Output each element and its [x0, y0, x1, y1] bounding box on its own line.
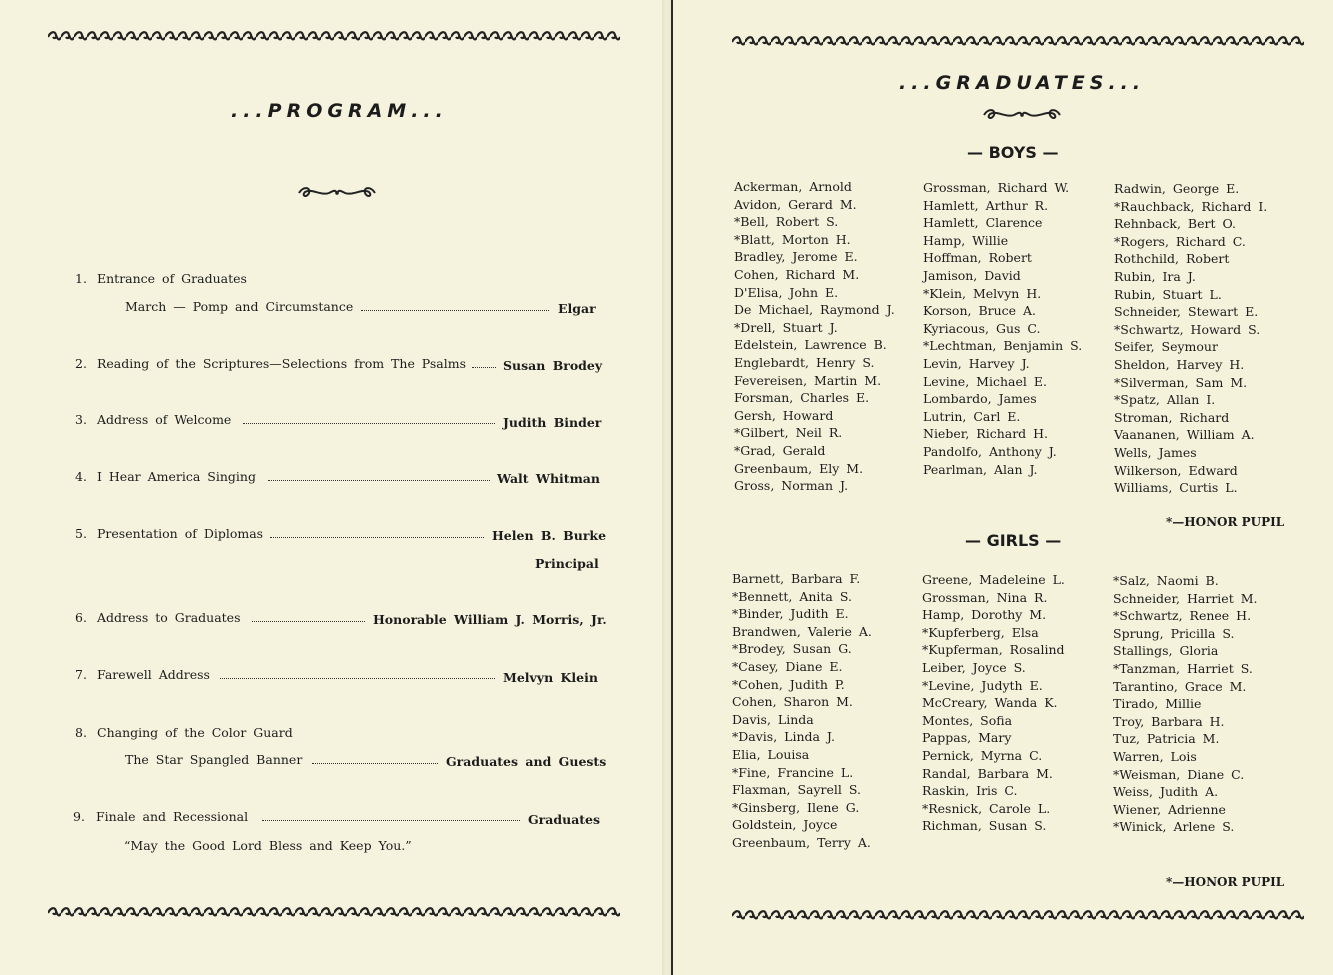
- list-item: Hoffman, Robert: [923, 250, 1032, 266]
- list-item: *Weisman, Diane C.: [1113, 766, 1245, 782]
- program-item-1-performer: Elgar: [558, 301, 596, 316]
- list-item: Nieber, Richard H.: [923, 426, 1049, 442]
- program-item-3-leader: [243, 423, 495, 424]
- list-item: Korson, Bruce A.: [923, 303, 1037, 319]
- list-item: Grossman, Nina R.: [922, 589, 1048, 605]
- list-item: Lombardo, James: [923, 391, 1037, 407]
- program-item-7-title: Farewell Address: [97, 667, 210, 682]
- program-item-1-sub: March — Pomp and Circumstance: [125, 299, 354, 314]
- list-item: *Winick, Arlene S.: [1113, 819, 1235, 835]
- list-item: Radwin, George E.: [1114, 181, 1240, 196]
- program-item-3-title: Address of Welcome: [97, 412, 232, 427]
- program-item-4-number: 4.: [75, 469, 87, 484]
- spine-fold-line: [671, 0, 673, 975]
- list-item: *Resnick, Carole L.: [922, 800, 1051, 816]
- program-item-5-leader: [270, 537, 484, 538]
- list-item: Flaxman, Sayrell S.: [732, 782, 861, 798]
- program-item-8-leader: [312, 763, 438, 764]
- top-right-border-ornament: [732, 35, 1304, 49]
- program-item-9-leader: [262, 820, 520, 821]
- boys-column-1: [734, 178, 895, 495]
- program-item-2-number: 2.: [75, 356, 87, 371]
- list-item: *Lechtman, Benjamin S.: [923, 338, 1083, 354]
- list-item: Pernick, Myrna C.: [922, 747, 1043, 763]
- list-item: Richman, Susan S.: [922, 818, 1047, 834]
- boys-column-3: [1114, 180, 1267, 497]
- program-item-9-title: Finale and Recessional: [96, 809, 249, 824]
- program-item-5-performer: Helen B. Burke: [492, 528, 607, 543]
- graduates-title: ...GRADUATES...: [899, 72, 1146, 94]
- program-item-6-number: 6.: [75, 610, 87, 625]
- program-item-3-performer: Judith Binder: [503, 415, 602, 430]
- list-item: Schneider, Harriet M.: [1113, 590, 1258, 606]
- list-item: *Levine, Judyth E.: [922, 677, 1043, 693]
- program-item-6-performer: Honorable William J. Morris, Jr.: [373, 612, 607, 627]
- list-item: Englebardt, Henry S.: [734, 354, 875, 370]
- program-item-8-performer: Graduates and Guests: [446, 754, 607, 769]
- list-item: Rubin, Stuart L.: [1114, 286, 1222, 302]
- program-item-1-leader: [361, 310, 549, 311]
- list-item: Hamlett, Clarence: [923, 215, 1043, 231]
- list-item: *Casey, Diane E.: [732, 658, 843, 674]
- list-item: *Grad, Gerald: [734, 442, 826, 458]
- list-item: Cohen, Sharon M.: [732, 694, 853, 710]
- program-item-3-number: 3.: [75, 412, 87, 427]
- boys-heading: — BOYS —: [967, 143, 1059, 162]
- program-item-2-leader: [472, 367, 496, 368]
- girls-column-3: [1113, 572, 1257, 836]
- list-item: Hamlett, Arthur R.: [923, 197, 1049, 213]
- list-item: *Brodey, Susan G.: [732, 641, 852, 657]
- program-item-4-leader: [268, 480, 490, 481]
- program-item-8-sub: The Star Spangled Banner: [125, 752, 303, 767]
- program-item-4-title: I Hear America Singing: [97, 469, 256, 484]
- list-item: *Drell, Stuart J.: [734, 319, 838, 335]
- list-item: *Rauchback, Richard I.: [1114, 198, 1268, 214]
- program-item-6-title: Address to Graduates: [97, 610, 241, 625]
- list-item: De Michael, Raymond J.: [734, 302, 895, 318]
- program-item-9-sub: “May the Good Lord Bless and Keep You.”: [124, 838, 412, 853]
- program-item-4-performer: Walt Whitman: [497, 471, 600, 486]
- bottom-left-border-ornament: [48, 906, 620, 920]
- list-item: Greenbaum, Ely M.: [734, 460, 864, 476]
- list-item: Fevereisen, Martin M.: [734, 372, 882, 388]
- list-item: Elia, Louisa: [732, 746, 810, 762]
- list-item: *Blatt, Morton H.: [734, 231, 851, 247]
- list-item: *Rogers, Richard C.: [1114, 233, 1246, 249]
- program-item-1-title: Entrance of Graduates: [97, 271, 247, 286]
- list-item: *Bell, Robert S.: [734, 214, 839, 230]
- list-item: Rehnback, Bert O.: [1114, 216, 1236, 232]
- program-flourish-ornament: [297, 184, 377, 202]
- list-item: Bradley, Jerome E.: [734, 249, 858, 265]
- list-item: *Schwartz, Howard S.: [1114, 321, 1261, 337]
- list-item: Hamp, Willie: [923, 232, 1009, 248]
- list-item: Levine, Michael E.: [923, 373, 1047, 389]
- program-item-8-title: Changing of the Color Guard: [97, 725, 293, 740]
- list-item: Levin, Harvey J.: [923, 355, 1030, 371]
- list-item: Schneider, Stewart E.: [1114, 304, 1259, 320]
- list-item: Rubin, Ira J.: [1114, 268, 1196, 284]
- list-item: Edelstein, Lawrence B.: [734, 337, 887, 353]
- list-item: Hamp, Dorothy M.: [922, 607, 1047, 623]
- list-item: *Binder, Judith E.: [732, 606, 849, 622]
- list-item: *Davis, Linda J.: [732, 729, 835, 745]
- list-item: Kyriacous, Gus C.: [923, 320, 1041, 336]
- program-item-5-title: Presentation of Diplomas: [97, 526, 264, 541]
- program-item-7-performer: Melvyn Klein: [503, 670, 598, 685]
- program-item-9-number: 9.: [73, 809, 85, 824]
- list-item: *Schwartz, Renee H.: [1113, 608, 1252, 624]
- list-item: *Kupferberg, Elsa: [922, 624, 1039, 640]
- list-item: *Salz, Naomi B.: [1113, 573, 1219, 588]
- program-item-1-number: 1.: [75, 271, 87, 286]
- program-item-8-number: 8.: [75, 725, 87, 740]
- boys-honor-note: *—HONOR PUPIL: [1166, 515, 1285, 529]
- girls-column-1: [732, 570, 872, 852]
- list-item: Forsman, Charles E.: [734, 390, 870, 406]
- list-item: Gersh, Howard: [734, 407, 834, 423]
- girls-honor-note: *—HONOR PUPIL: [1166, 875, 1285, 889]
- list-item: Sheldon, Harvey H.: [1114, 356, 1245, 372]
- list-item: *Bennett, Anita S.: [732, 588, 852, 604]
- list-item: Montes, Sofia: [922, 712, 1013, 728]
- bottom-right-border-ornament: [732, 909, 1304, 923]
- list-item: Lutrin, Carl E.: [923, 408, 1021, 424]
- list-item: Williams, Curtis L.: [1114, 480, 1238, 496]
- program-item-2-performer: Susan Brodey: [503, 358, 603, 373]
- list-item: Cohen, Richard M.: [734, 266, 860, 282]
- list-item: Davis, Linda: [732, 711, 814, 727]
- list-item: Pearlman, Alan J.: [923, 461, 1038, 477]
- program-item-6-leader: [252, 621, 365, 622]
- list-item: Sprung, Pricilla S.: [1113, 625, 1235, 641]
- list-item: Rothchild, Robert: [1114, 251, 1230, 267]
- list-item: Ackerman, Arnold: [734, 179, 852, 194]
- list-item: Wells, James: [1114, 444, 1197, 460]
- program-item-9-performer: Graduates: [528, 812, 601, 827]
- list-item: *Kupferman, Rosalind: [922, 642, 1065, 658]
- list-item: Gross, Norman J.: [734, 478, 849, 494]
- list-item: Troy, Barbara H.: [1113, 713, 1225, 729]
- program-item-7-number: 7.: [75, 667, 87, 682]
- list-item: Brandwen, Valerie A.: [732, 623, 872, 639]
- list-item: *Gilbert, Neil R.: [734, 425, 843, 441]
- boys-column-2: [923, 179, 1082, 478]
- list-item: Greene, Madeleine L.: [922, 572, 1065, 587]
- program-page: [0, 0, 662, 975]
- list-item: Seifer, Seymour: [1114, 339, 1218, 355]
- list-item: Wilkerson, Edward: [1114, 462, 1238, 478]
- list-item: Stroman, Richard: [1114, 409, 1230, 425]
- list-item: McCreary, Wanda K.: [922, 695, 1058, 711]
- list-item: Tarantino, Grace M.: [1113, 678, 1247, 694]
- program-item-5-number: 5.: [75, 526, 87, 541]
- list-item: *Cohen, Judith P.: [732, 676, 845, 692]
- list-item: *Silverman, Sam M.: [1114, 374, 1248, 390]
- list-item: *Tanzman, Harriet S.: [1113, 660, 1253, 676]
- list-item: Wiener, Adrienne: [1113, 801, 1226, 817]
- graduates-flourish-ornament: [982, 106, 1062, 124]
- list-item: Jamison, David: [923, 267, 1021, 283]
- list-item: Pandolfo, Anthony J.: [923, 443, 1057, 459]
- list-item: Grossman, Richard W.: [923, 180, 1070, 195]
- list-item: Pappas, Mary: [922, 730, 1012, 746]
- list-item: Warren, Lois: [1113, 748, 1197, 764]
- list-item: Randal, Barbara M.: [922, 765, 1053, 781]
- list-item: Avidon, Gerard M.: [734, 196, 857, 212]
- girls-heading: — GIRLS —: [965, 531, 1062, 550]
- program-item-2-title: Reading of the Scriptures—Selections from The Psalms: [97, 356, 467, 371]
- girls-column-2: [922, 571, 1065, 835]
- list-item: Barnett, Barbara F.: [732, 571, 861, 586]
- program-item-5-performer-role: Principal: [535, 556, 599, 571]
- program-title: ...PROGRAM...: [231, 100, 448, 122]
- list-item: Weiss, Judith A.: [1113, 784, 1219, 800]
- program-item-7-leader: [220, 678, 495, 679]
- list-item: Greenbaum, Terry A.: [732, 834, 871, 850]
- list-item: *Klein, Melvyn H.: [923, 285, 1042, 301]
- list-item: Goldstein, Joyce: [732, 817, 838, 833]
- list-item: *Ginsberg, Ilene G.: [732, 799, 860, 815]
- list-item: *Fine, Francine L.: [732, 764, 854, 780]
- list-item: Tirado, Millie: [1113, 696, 1202, 712]
- list-item: Vaananen, William A.: [1114, 427, 1255, 443]
- list-item: D'Elisa, John E.: [734, 284, 839, 300]
- list-item: Tuz, Patricia M.: [1113, 731, 1220, 747]
- list-item: Raskin, Iris C.: [922, 783, 1018, 799]
- list-item: Leiber, Joyce S.: [922, 659, 1026, 675]
- list-item: Stallings, Gloria: [1113, 643, 1219, 659]
- list-item: *Spatz, Allan I.: [1114, 392, 1216, 408]
- top-left-border-ornament: [48, 30, 620, 44]
